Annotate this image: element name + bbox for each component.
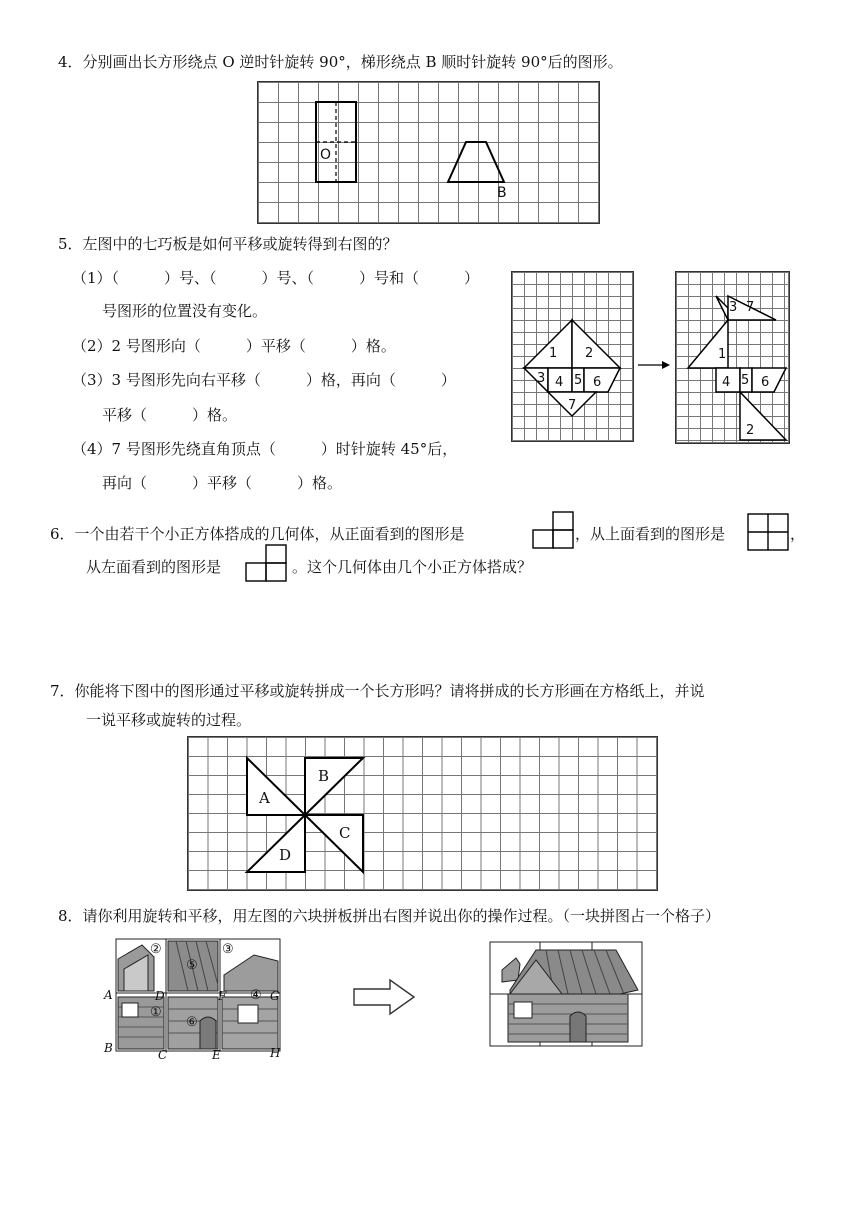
q5-line2: （2）2 号图形向（ ）平移（ ）格。 bbox=[72, 337, 396, 355]
q8-text: 8．请你利用旋转和平移，用左图的六块拼板拼出右图并说出你的操作过程。（一块拼图占一个格子） bbox=[58, 907, 721, 925]
q8-piece-6: ⑥ bbox=[186, 1015, 198, 1030]
q5-line3b: 平移（ ）格。 bbox=[102, 406, 238, 424]
q5-line3: （3）3 号图形先向右平移（ ）格，再向（ ） bbox=[72, 371, 456, 389]
q5-line4b: 再向（ ）平移（ ）格。 bbox=[102, 474, 343, 492]
q8-arrow-icon bbox=[352, 978, 416, 1016]
q8-piece-3: ③ bbox=[222, 942, 234, 957]
q8-left-puzzle bbox=[104, 935, 294, 1061]
q8-point-f: F bbox=[218, 989, 227, 1003]
q8-point-a: A bbox=[104, 988, 113, 1002]
q6-part1: 6．一个由若干个小正方体搭成的几何体，从正面看到的图形是 bbox=[50, 525, 465, 543]
q6-part3: ， bbox=[790, 525, 806, 543]
q8-point-c: C bbox=[158, 1048, 168, 1062]
q4-shapes bbox=[258, 82, 598, 222]
q4-text: 4．分别画出长方形绕点 O 逆时针旋转 90°，梯形绕点 B 顺时针旋转 90°后的图形。 bbox=[58, 53, 623, 71]
q7-label-a: A bbox=[259, 789, 270, 807]
q8-piece-2: ② bbox=[150, 942, 162, 957]
q8-piece-4: ④ bbox=[250, 988, 262, 1003]
q7-pinwheel bbox=[188, 737, 658, 891]
q8-point-d: D bbox=[155, 989, 165, 1003]
q8-point-e: E bbox=[212, 1048, 221, 1062]
q5-line1: （1）（ ）号、（ ）号、（ ）号和（ ） bbox=[72, 269, 480, 287]
q5-left-label-2: 2 bbox=[585, 346, 594, 361]
q5-right-label-3: 3 bbox=[729, 300, 738, 315]
q5-left-label-5: 5 bbox=[574, 373, 583, 388]
q5-left-label-3: 3 bbox=[537, 371, 546, 386]
q5-left-label-6: 6 bbox=[593, 375, 602, 390]
q7-line1: 7．你能将下图中的图形通过平移或旋转拼成一个长方形吗？请将拼成的长方形画在方格纸上，并说 bbox=[50, 682, 705, 700]
q5-right-label-7: 7 bbox=[746, 300, 755, 315]
q4-label-b: B bbox=[497, 185, 507, 201]
q4-trapezoid bbox=[448, 142, 504, 182]
q5-right-label-4: 4 bbox=[722, 375, 731, 390]
q6-front-view-icon bbox=[532, 511, 574, 549]
q4-rectangle bbox=[316, 102, 356, 182]
q8-point-h: H bbox=[270, 1046, 281, 1060]
q5-right-label-2: 2 bbox=[746, 423, 755, 438]
q8-piece-5: ⑤ bbox=[186, 958, 198, 973]
q5-line4: （4）7 号图形先绕直角顶点（ ）时针旋转 45°后， bbox=[72, 440, 458, 458]
q8-point-g: G bbox=[270, 989, 280, 1003]
q5-left-tangram bbox=[512, 272, 632, 442]
q5-right-label-1: 1 bbox=[718, 347, 727, 362]
q6-left-view-icon bbox=[245, 544, 287, 582]
q8-point-b: B bbox=[104, 1041, 113, 1055]
q6-top-view-icon bbox=[747, 513, 789, 551]
q7-label-c: C bbox=[339, 824, 351, 842]
q7-line2: 一说平移或旋转的过程。 bbox=[86, 711, 252, 729]
q5-title: 5．左图中的七巧板是如何平移或旋转得到右图的？ bbox=[58, 235, 398, 253]
q5-left-label-7: 7 bbox=[568, 398, 577, 413]
q7-label-b: B bbox=[318, 767, 330, 785]
q6-part2: ，从上面看到的图形是 bbox=[575, 525, 726, 543]
q8-piece-1: ① bbox=[150, 1005, 162, 1020]
q5-left-label-1: 1 bbox=[549, 346, 558, 361]
q5-arrow-icon bbox=[636, 358, 672, 372]
q5-right-label-5: 5 bbox=[741, 373, 750, 388]
q5-right-label-6: 6 bbox=[761, 375, 770, 390]
q4-label-o: O bbox=[320, 147, 332, 163]
q7-label-d: D bbox=[279, 846, 292, 864]
q6-part4: 从左面看到的图形是 bbox=[86, 558, 222, 576]
q6-part5: 。这个几何体由几个小正方体搭成？ bbox=[292, 558, 533, 576]
q5-line1b: 号图形的位置没有变化。 bbox=[102, 302, 268, 320]
q8-right-house bbox=[488, 940, 646, 1050]
q5-left-label-4: 4 bbox=[555, 375, 564, 390]
